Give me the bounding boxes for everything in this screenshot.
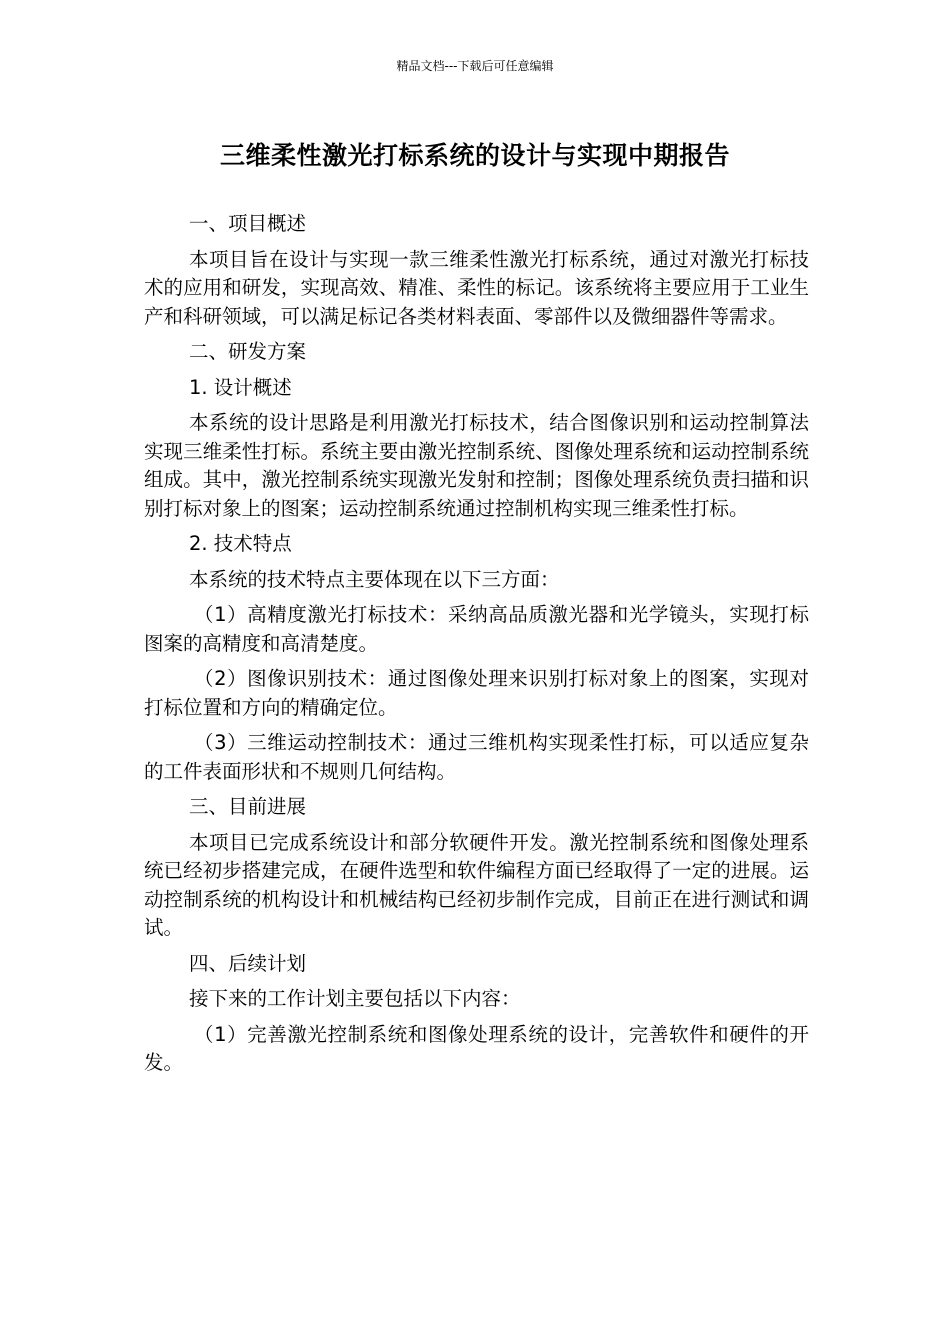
header-note: 精品文档---下载后可任意编辑: [396, 59, 554, 73]
paragraph-features-intro: 本系统的技术特点主要体现在以下三方面：: [189, 567, 560, 591]
list-item-feature-1: （1）高精度激光打标技术：采纳高品质激光器和光学镜头，实现打标图案的高精度和高清楚度。: [144, 603, 809, 655]
section-heading-progress: 三、目前进展: [189, 795, 307, 818]
subheading-design: 1. 设计概述: [189, 375, 292, 399]
paragraph-design: 本系统的设计思路是利用激光打标技术，结合图像识别和运动控制算法实现三维柔性打标。系统主要由激光控制系统、图像处理系统和运动控制系统组成。其中，激光控制系统实现激光发射和控制；图像处理系统负责扫描和识别打标对象上的图案；运动控制系统通过控制机构实现三维柔性打标。: [144, 411, 809, 520]
section-heading-next: 四、后续计划: [189, 951, 307, 975]
paragraph-next-intro: 接下来的工作计划主要包括以下内容：: [189, 987, 521, 1010]
list-item-next-1: （1）完善激光控制系统和图像处理系统的设计，完善软件和硬件的开发。: [144, 1022, 809, 1074]
list-item-feature-2: （2）图像识别技术：通过图像处理来识别打标对象上的图案，实现对打标位置和方向的精确定位。: [144, 667, 809, 719]
subheading-features: 2. 技术特点: [189, 532, 292, 555]
section-heading-plan: 二、研发方案: [189, 340, 307, 363]
paragraph-overview: 本项目旨在设计与实现一款三维柔性激光打标系统，通过对激光打标技术的应用和研发，实现高效、精准、柔性的标记。该系统将主要应用于工业生产和科研领域，可以满足标记各类材料表面、零部件以及微细器件等需求。: [144, 247, 809, 328]
list-item-feature-3: （3）三维运动控制技术：通过三维机构实现柔性打标，可以适应复杂的工件表面形状和不规则几何结构。: [144, 731, 809, 783]
section-heading-overview: 一、项目概述: [189, 212, 307, 235]
paragraph-progress: 本项目已完成系统设计和部分软硬件开发。激光控制系统和图像处理系统已经初步搭建完成，在硬件选型和软件编程方面已经取得了一定的进展。运动控制系统的机构设计和机械结构已经初步制作完成，目前正在进行测试和调试。: [144, 830, 809, 939]
document-title: 三维柔性激光打标系统的设计与实现中期报告: [219, 141, 730, 170]
document-body: [144, 210, 809, 1085]
